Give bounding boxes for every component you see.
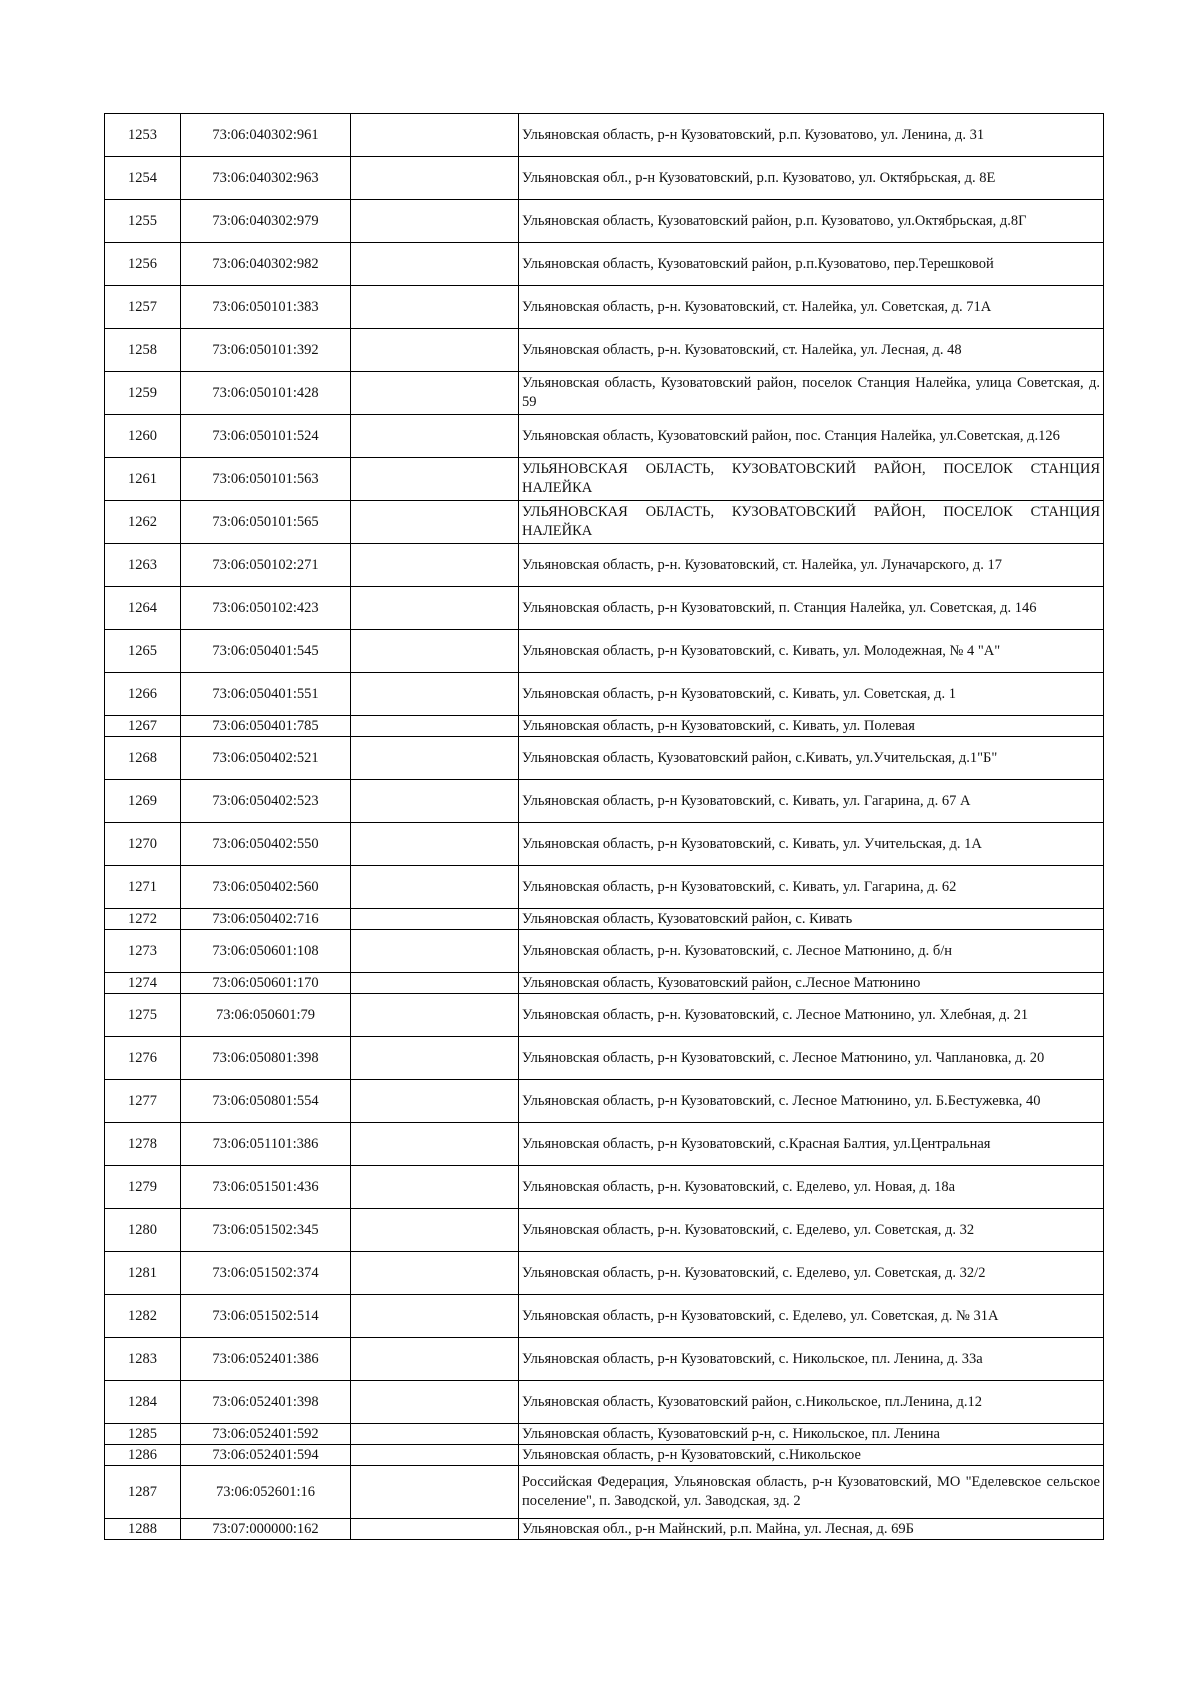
table-row [105,1252,1104,1295]
address-cell: Ульяновская область, р-н. Кузоватовский, ст. Налейка, ул. Луначарского, д. 17 [519,544,1104,587]
address-cell: Ульяновская область, р-н Кузоватовский, с. Кивать, ул. Гагарина, д. 62 [519,866,1104,909]
empty-cell [351,737,519,780]
address-cell: Российская Федерация, Ульяновская область, р-н Кузоватовский, МО "Еделевское сельское поселение", п. Заводской, ул. Заводская, зд. 2 [519,1466,1104,1519]
table-row [105,1080,1104,1123]
table-row [105,587,1104,630]
cadastral-number-cell: 73:06:050801:554 [181,1080,351,1123]
table-row [105,1123,1104,1166]
address-cell: Ульяновская область, р-н Кузоватовский, с. Лесное Матюнино, ул. Б.Бестужевка, 40 [519,1080,1104,1123]
empty-cell [351,587,519,630]
cadastral-number-cell: 73:07:000000:162 [181,1519,351,1540]
address-cell: УЛЬЯНОВСКАЯ ОБЛАСТЬ, КУЗОВАТОВСКИЙ РАЙОН, ПОСЕЛОК СТАНЦИЯ НАЛЕЙКА [519,458,1104,501]
row-number-cell: 1280 [105,1209,181,1252]
address-cell: Ульяновская область, Кузоватовский район, с.Никольское, пл.Ленина, д.12 [519,1381,1104,1424]
empty-cell [351,458,519,501]
table-row [105,1519,1104,1540]
empty-cell [351,716,519,737]
cadastral-number-cell: 73:06:050601:79 [181,994,351,1037]
cadastral-number-cell: 73:06:052401:398 [181,1381,351,1424]
address-cell: Ульяновская область, Кузоватовский район, поселок Станция Налейка, улица Советская, д. 59 [519,372,1104,415]
address-cell: Ульяновская обл., р-н Майнский, р.п. Майна, ул. Лесная, д. 69Б [519,1519,1104,1540]
table-row [105,200,1104,243]
cadastral-number-cell: 73:06:050102:271 [181,544,351,587]
empty-cell [351,973,519,994]
table-row [105,930,1104,973]
empty-cell [351,780,519,823]
row-number-cell: 1259 [105,372,181,415]
address-cell: Ульяновская область, р-н. Кузоватовский, с. Еделево, ул. Новая, д. 18а [519,1166,1104,1209]
row-number-cell: 1275 [105,994,181,1037]
cadastral-number-cell: 73:06:050402:521 [181,737,351,780]
cadastral-number-cell: 73:06:050401:545 [181,630,351,673]
row-number-cell: 1283 [105,1338,181,1381]
empty-cell [351,114,519,157]
address-cell: Ульяновская область, Кузоватовский район, с.Кивать, ул.Учительская, д.1"Б" [519,737,1104,780]
table-row [105,866,1104,909]
row-number-cell: 1261 [105,458,181,501]
address-cell: Ульяновская область, р-н Кузоватовский, п. Станция Налейка, ул. Советская, д. 146 [519,587,1104,630]
empty-cell [351,200,519,243]
cadastral-number-cell: 73:06:050101:428 [181,372,351,415]
table-row [105,630,1104,673]
cadastral-number-cell: 73:06:051101:386 [181,1123,351,1166]
row-number-cell: 1278 [105,1123,181,1166]
property-registry-table [104,113,1104,1540]
cadastral-number-cell: 73:06:051502:374 [181,1252,351,1295]
row-number-cell: 1279 [105,1166,181,1209]
table-row [105,673,1104,716]
cadastral-number-cell: 73:06:051502:514 [181,1295,351,1338]
address-cell: Ульяновская область, р-н Кузоватовский, с. Кивать, ул. Советская, д. 1 [519,673,1104,716]
row-number-cell: 1253 [105,114,181,157]
row-number-cell: 1270 [105,823,181,866]
empty-cell [351,994,519,1037]
cadastral-number-cell: 73:06:050401:551 [181,673,351,716]
empty-cell [351,1466,519,1519]
cadastral-number-cell: 73:06:050401:785 [181,716,351,737]
empty-cell [351,1381,519,1424]
table-row [105,823,1104,866]
row-number-cell: 1265 [105,630,181,673]
cadastral-number-cell: 73:06:050601:108 [181,930,351,973]
address-cell: Ульяновская область, Кузоватовский район, пос. Станция Налейка, ул.Советская, д.126 [519,415,1104,458]
row-number-cell: 1281 [105,1252,181,1295]
address-cell: Ульяновская область, р-н. Кузоватовский, с. Лесное Матюнино, ул. Хлебная, д. 21 [519,994,1104,1037]
table-row [105,286,1104,329]
address-cell: Ульяновская область, р-н Кузоватовский, с. Лесное Матюнино, ул. Чаплановка, д. 20 [519,1037,1104,1080]
row-number-cell: 1282 [105,1295,181,1338]
empty-cell [351,1037,519,1080]
table-row [105,458,1104,501]
empty-cell [351,1209,519,1252]
table-row [105,1338,1104,1381]
table-row [105,1381,1104,1424]
cadastral-number-cell: 73:06:050402:550 [181,823,351,866]
address-cell: Ульяновская область, р-н Кузоватовский, с. Кивать, ул. Полевая [519,716,1104,737]
empty-cell [351,501,519,544]
row-number-cell: 1263 [105,544,181,587]
row-number-cell: 1271 [105,866,181,909]
cadastral-number-cell: 73:06:050101:524 [181,415,351,458]
empty-cell [351,1519,519,1540]
row-number-cell: 1262 [105,501,181,544]
table-row [105,973,1104,994]
empty-cell [351,243,519,286]
empty-cell [351,630,519,673]
table-row [105,243,1104,286]
address-cell: Ульяновская область, р-н Кузоватовский, с. Еделево, ул. Советская, д. № 31А [519,1295,1104,1338]
cadastral-number-cell: 73:06:050601:170 [181,973,351,994]
row-number-cell: 1277 [105,1080,181,1123]
cadastral-number-cell: 73:06:050402:560 [181,866,351,909]
address-cell: Ульяновская область, р-н. Кузоватовский, с. Еделево, ул. Советская, д. 32/2 [519,1252,1104,1295]
row-number-cell: 1256 [105,243,181,286]
row-number-cell: 1272 [105,909,181,930]
address-cell: Ульяновская область, Кузоватовский район, р.п. Кузоватово, ул.Октябрьская, д.8Г [519,200,1104,243]
address-cell: Ульяновская область, р-н Кузоватовский, с. Никольское, пл. Ленина, д. 33а [519,1338,1104,1381]
cadastral-number-cell: 73:06:050801:398 [181,1037,351,1080]
empty-cell [351,1295,519,1338]
cadastral-number-cell: 73:06:052401:386 [181,1338,351,1381]
row-number-cell: 1274 [105,973,181,994]
table-row [105,329,1104,372]
empty-cell [351,544,519,587]
table-row [105,994,1104,1037]
table-row [105,1295,1104,1338]
cadastral-number-cell: 73:06:050101:565 [181,501,351,544]
row-number-cell: 1273 [105,930,181,973]
cadastral-number-cell: 73:06:051502:345 [181,1209,351,1252]
row-number-cell: 1284 [105,1381,181,1424]
row-number-cell: 1286 [105,1445,181,1466]
cadastral-number-cell: 73:06:051501:436 [181,1166,351,1209]
cadastral-number-cell: 73:06:050402:716 [181,909,351,930]
empty-cell [351,673,519,716]
empty-cell [351,329,519,372]
row-number-cell: 1266 [105,673,181,716]
empty-cell [351,157,519,200]
row-number-cell: 1264 [105,587,181,630]
cadastral-number-cell: 73:06:040302:961 [181,114,351,157]
empty-cell [351,1338,519,1381]
table-row [105,1209,1104,1252]
empty-cell [351,372,519,415]
cadastral-number-cell: 73:06:050402:523 [181,780,351,823]
table-row [105,737,1104,780]
address-cell: Ульяновская область, Кузоватовский район, р.п.Кузоватово, пер.Терешковой [519,243,1104,286]
row-number-cell: 1255 [105,200,181,243]
empty-cell [351,866,519,909]
table-row [105,501,1104,544]
table-row [105,1424,1104,1445]
row-number-cell: 1267 [105,716,181,737]
address-cell: Ульяновская область, Кузоватовский р-н, с. Никольское, пл. Ленина [519,1424,1104,1445]
row-number-cell: 1276 [105,1037,181,1080]
cadastral-number-cell: 73:06:050101:563 [181,458,351,501]
cadastral-number-cell: 73:06:052601:16 [181,1466,351,1519]
row-number-cell: 1287 [105,1466,181,1519]
table-row [105,372,1104,415]
table-row [105,780,1104,823]
address-cell: Ульяновская область, р-н. Кузоватовский, с. Еделево, ул. Советская, д. 32 [519,1209,1104,1252]
address-cell: УЛЬЯНОВСКАЯ ОБЛАСТЬ, КУЗОВАТОВСКИЙ РАЙОН, ПОСЕЛОК СТАНЦИЯ НАЛЕЙКА [519,501,1104,544]
table-row [105,544,1104,587]
cadastral-number-cell: 73:06:040302:982 [181,243,351,286]
row-number-cell: 1258 [105,329,181,372]
empty-cell [351,1123,519,1166]
cadastral-number-cell: 73:06:050102:423 [181,587,351,630]
table-row [105,1445,1104,1466]
address-cell: Ульяновская область, Кузоватовский район, с. Кивать [519,909,1104,930]
address-cell: Ульяновская область, р-н Кузоватовский, с. Кивать, ул. Учительская, д. 1А [519,823,1104,866]
table-row [105,716,1104,737]
table-row [105,1166,1104,1209]
table-row [105,157,1104,200]
row-number-cell: 1285 [105,1424,181,1445]
address-cell: Ульяновская область, р-н Кузоватовский, р.п. Кузоватово, ул. Ленина, д. 31 [519,114,1104,157]
address-cell: Ульяновская область, р-н Кузоватовский, с. Кивать, ул. Гагарина, д. 67 А [519,780,1104,823]
empty-cell [351,930,519,973]
empty-cell [351,1080,519,1123]
cadastral-number-cell: 73:06:040302:979 [181,200,351,243]
cadastral-number-cell: 73:06:052401:594 [181,1445,351,1466]
empty-cell [351,286,519,329]
empty-cell [351,823,519,866]
cadastral-number-cell: 73:06:040302:963 [181,157,351,200]
row-number-cell: 1260 [105,415,181,458]
table-row [105,1037,1104,1080]
address-cell: Ульяновская область, Кузоватовский район, с.Лесное Матюнино [519,973,1104,994]
empty-cell [351,1445,519,1466]
row-number-cell: 1254 [105,157,181,200]
address-cell: Ульяновская область, р-н. Кузоватовский, с. Лесное Матюнино, д. б/н [519,930,1104,973]
table-row [105,114,1104,157]
address-cell: Ульяновская область, р-н. Кузоватовский, ст. Налейка, ул. Лесная, д. 48 [519,329,1104,372]
table-row [105,1466,1104,1519]
cadastral-number-cell: 73:06:052401:592 [181,1424,351,1445]
table-row [105,415,1104,458]
empty-cell [351,1166,519,1209]
empty-cell [351,415,519,458]
row-number-cell: 1268 [105,737,181,780]
row-number-cell: 1257 [105,286,181,329]
empty-cell [351,1424,519,1445]
address-cell: Ульяновская область, р-н Кузоватовский, с. Кивать, ул. Молодежная, № 4 "А" [519,630,1104,673]
address-cell: Ульяновская область, р-н Кузоватовский, с.Красная Балтия, ул.Центральная [519,1123,1104,1166]
address-cell: Ульяновская область, р-н Кузоватовский, с.Никольское [519,1445,1104,1466]
empty-cell [351,1252,519,1295]
registry-body [105,114,1104,1540]
row-number-cell: 1288 [105,1519,181,1540]
address-cell: Ульяновская обл., р-н Кузоватовский, р.п. Кузоватово, ул. Октябрьская, д. 8Е [519,157,1104,200]
cadastral-number-cell: 73:06:050101:392 [181,329,351,372]
row-number-cell: 1269 [105,780,181,823]
address-cell: Ульяновская область, р-н. Кузоватовский, ст. Налейка, ул. Советская, д. 71А [519,286,1104,329]
table-row [105,909,1104,930]
empty-cell [351,909,519,930]
cadastral-number-cell: 73:06:050101:383 [181,286,351,329]
